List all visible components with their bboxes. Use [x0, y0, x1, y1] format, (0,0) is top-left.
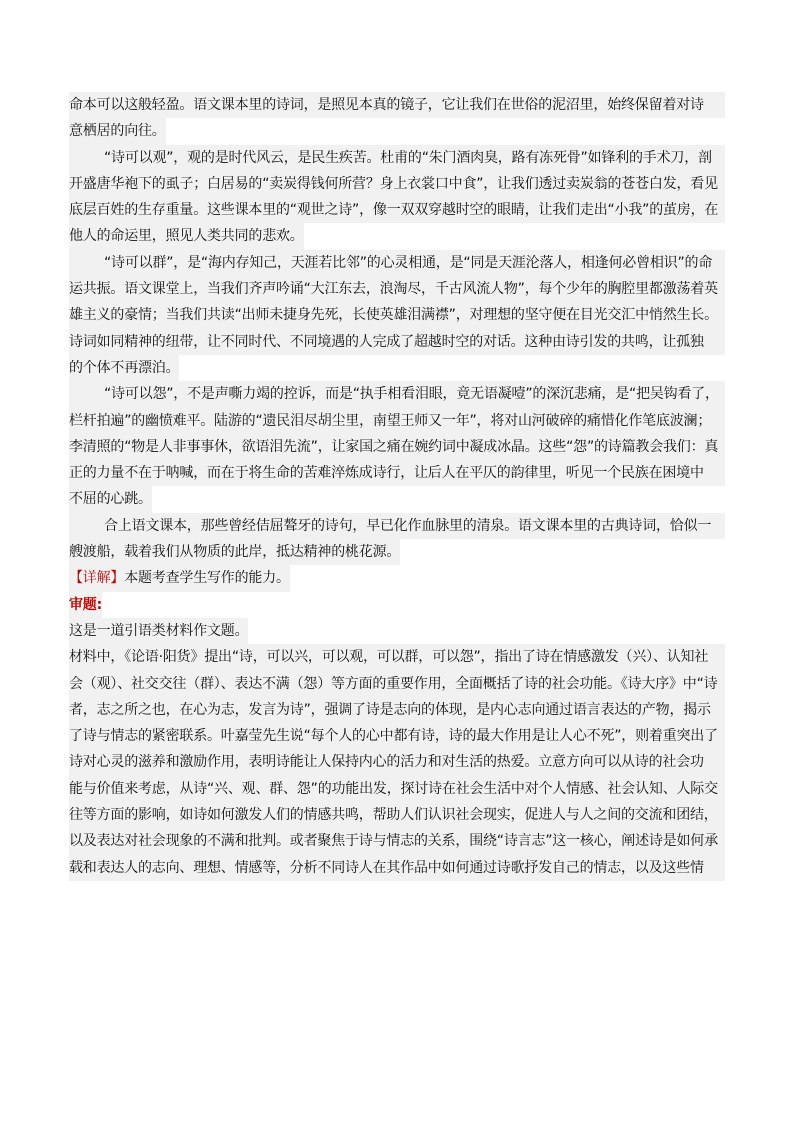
- analysis-line: 会（观）、社交交往（群）、表达不满（怨）等方面的重要作用，全面概括了诗的社会功能。《诗大序》中“诗: [69, 671, 725, 697]
- detail-line: [69, 565, 290, 591]
- analysis-line: 诗对心灵的滋养和激励作用，表明诗能让人保持内心的活力和对生活的热爱。立意方向可以从诗的社会功: [69, 749, 725, 775]
- analysis-line: 载和表达人的志向、理想、情感等，分析不同诗人在其作品中如何通过诗歌抒发自己的情志，以及这些情: [69, 855, 725, 881]
- text-line: 正的力量不在于呐喊，而在于将生命的苦难淬炼成诗行，让后人在平仄的韵律里，听见一个民族在困境中: [69, 460, 725, 486]
- text-line: 运共振。语文课堂上，当我们齐声吟诵“大江东去，浪淘尽，千古风流人物”，每个少年的胸腔里都激荡着英: [69, 276, 725, 302]
- analysis-line: 往等方面的影响，如诗如何激发人们的情感共鸣，帮助人们认识社会现实，促进人与人之间的交流和团结，: [69, 802, 725, 828]
- text-line: 的个体不再漂泊。: [69, 355, 179, 381]
- text-line: 他人的命运里，照见人类共同的悲欢。: [69, 223, 304, 249]
- paragraph-line: 合上语文课本，那些曾经佶屈聱牙的诗句，早已化作血脉里的清泉。语文课本里的古典诗词，恰似一: [69, 513, 725, 539]
- detail-text: 本题考查学生写作的能力。: [124, 570, 290, 587]
- text-line: 底层百姓的生存重量。这些课本里的“观世之诗”，像一双双穿越时空的眼睛，让我们走出“小我”的茧房，在: [69, 197, 725, 223]
- analysis-line: 这是一道引语类材料作文题。: [69, 618, 248, 644]
- analysis-line: 材料中，《论语·阳货》提出“诗，可以兴，可以观，可以群，可以怨”，指出了诗在情感激发（兴）、认知社: [69, 644, 725, 670]
- analysis-line: 了诗与情志的紧密联系。叶嘉莹先生说“每个人的心中都有诗，诗的最大作用是让人心不死”，则着重突出了: [69, 723, 725, 749]
- paragraph-line: “诗可以观”，观的是时代风云，是民生疾苦。杜甫的“朱门酒肉臭，路有冻死骨”如锋利的手术刀，剖: [69, 145, 725, 171]
- detail-label: 【详解】: [69, 570, 125, 587]
- shenti-label: 审题:: [69, 592, 102, 618]
- text-line: 栏杆拍遍”的幽愤难平。陆游的“遗民泪尽胡尘里，南望王师又一年”，将对山河破碎的痛惜化作笔底波澜；: [69, 408, 725, 434]
- document-page: [69, 92, 725, 881]
- text-line: 李清照的“物是人非事事休，欲语泪先流”，让家国之痛在婉约词中凝成冰晶。这些“怨”的诗篇教会我们：真: [69, 434, 725, 460]
- text-line: 诗词如同精神的纽带，让不同时代、不同境遇的人完成了超越时空的对话。这种由诗引发的共鸣，让孤独: [69, 329, 725, 355]
- text-line: 开盛唐华袍下的虱子；白居易的“卖炭得钱何所营？身上衣裳口中食”，让我们透过卖炭翁的苍苍白发，看见: [69, 171, 725, 197]
- text-line: 不屈的心跳。: [69, 486, 152, 512]
- text-line: 艘渡船，载着我们从物质的此岸，抵达精神的桃花源。: [69, 539, 400, 565]
- text-line: 命本可以这般轻盈。语文课本里的诗词，是照见本真的镜子，它让我们在世俗的泥沼里，始终保留着对诗: [69, 92, 725, 118]
- analysis-line: 者，志之所之也，在心为志，发言为诗”，强调了诗是志向的体现，是内心志向通过语言表达的产物，揭示: [69, 697, 725, 723]
- paragraph-line: “诗可以怨”，不是声嘶力竭的控诉，而是“执手相看泪眼，竟无语凝噎”的深沉悲痛，是“把吴钩看了，: [69, 381, 725, 407]
- paragraph-line: “诗可以群”，是“海内存知己，天涯若比邻”的心灵相通，是“同是天涯沦落人，相逢何必曾相识”的命: [69, 250, 725, 276]
- analysis-line: 以及表达对社会现象的不满和批判。或者聚焦于诗与情志的关系，围绕“诗言志”这一核心，阐述诗是如何承: [69, 828, 725, 854]
- text-line: 雄主义的豪情；当我们共读“出师未捷身先死，长使英雄泪满襟”，对理想的坚守便在目光交汇中悄然生长。: [69, 302, 725, 328]
- analysis-line: 能与价值来考虑，从诗“兴、观、群、怨”的功能出发，探讨诗在社会生活中对个人情感、社会认知、人际交: [69, 776, 725, 802]
- text-line: 意栖居的向往。: [69, 118, 166, 144]
